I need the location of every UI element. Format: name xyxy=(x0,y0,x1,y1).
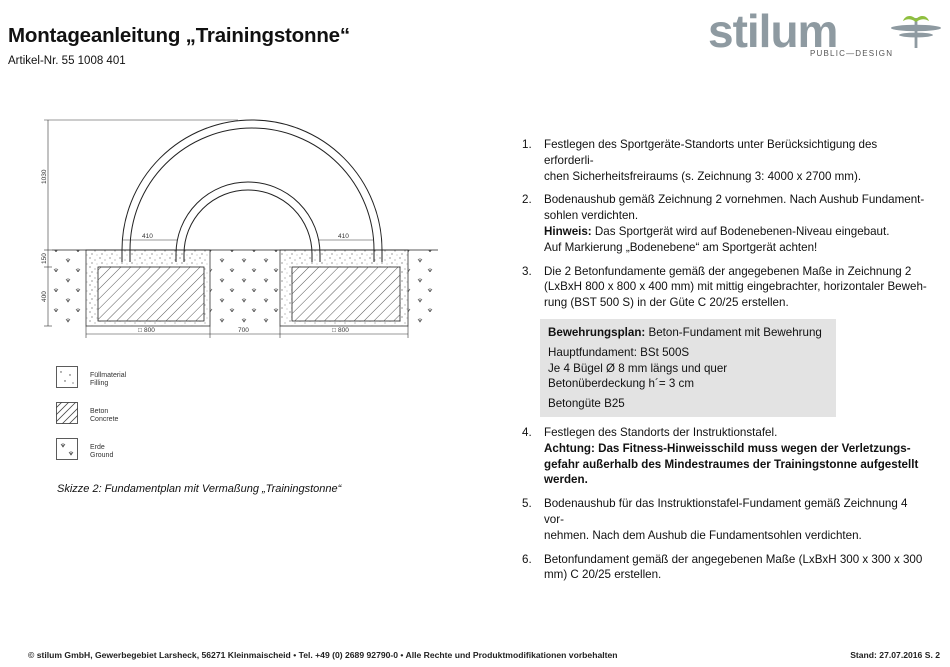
legend-filling-de: Füllmaterial xyxy=(90,372,127,379)
step-warning-line: gefahr außerhalb des Mindestraumes der Trainingstonne aufgestellt xyxy=(544,457,919,471)
dim-height-total: 1030 xyxy=(41,169,48,184)
step-text-line: Bodenaushub für das Instruktionstafel-Fundament gemäß Zeichnung 4 vor- xyxy=(544,497,908,526)
legend-ground-de: Erde xyxy=(90,444,105,451)
step-text-line: (LxBxH 800 x 800 x 400 mm) mit mittig eingebrachter, horizontaler Beweh- xyxy=(544,280,927,294)
step-text-line: Bodenaushub gemäß Zeichnung 2 vornehmen. Nach Aushub Fundament- xyxy=(544,193,925,207)
page-title: Montageanleitung „Trainingstonne“ xyxy=(8,24,350,47)
dim-height-upper: 150 xyxy=(41,253,48,264)
step-6 xyxy=(522,552,930,584)
drawing-caption: Skizze 2: Fundamentplan mit Vermaßung „Trainingstonne“ xyxy=(57,483,342,495)
foundation-drawing xyxy=(38,112,438,352)
step-4 xyxy=(522,425,930,488)
footer-date-page: Stand: 27.07.2016 S. 2 xyxy=(850,650,940,660)
step-warning-line: werden. xyxy=(544,473,588,487)
panel-line: Betongüte B25 xyxy=(548,397,625,411)
hint-label: Hinweis: xyxy=(544,224,592,238)
step-text-line: nehmen. Nach dem Aushub die Fundamentsohlen verdichten. xyxy=(544,528,862,542)
filling-swatch-icon xyxy=(56,366,78,388)
panel-line: Betonüberdeckung h´= 3 cm xyxy=(548,377,694,391)
legend-concrete-en: Concrete xyxy=(90,416,119,423)
step-text-line: Die 2 Betonfundamente gemäß der angegebenen Maße in Zeichnung 2 xyxy=(544,264,912,278)
step-number: 2. xyxy=(522,193,532,207)
drawing-legend xyxy=(56,366,216,474)
step-hint xyxy=(544,224,930,240)
hint-text: Das Sportgerät wird auf Bodenebenen-Niveau eingebaut. xyxy=(591,224,890,238)
step-text-line: sohlen verdichten. xyxy=(544,209,639,223)
stilum-logo-mark-icon xyxy=(890,14,942,50)
step-2 xyxy=(522,192,930,255)
dim-inner-left: 410 xyxy=(142,233,153,240)
dim-width-left: 800 xyxy=(144,327,155,334)
panel-line: Hauptfundament: BSt 500S xyxy=(548,345,690,359)
panel-line: Je 4 Bügel Ø 8 mm längs und quer xyxy=(548,361,728,375)
step-text-line: Festlegen des Standorts der Instruktionstafel. xyxy=(544,425,778,439)
panel-label: Bewehrungsplan: xyxy=(548,325,646,339)
step-5 xyxy=(522,496,930,543)
footer-imprint: © stilum GmbH, Gewerbegebiet Larsheck, 56271 Kleinmaischeid • Tel. +49 (0) 2689 92790-0 • Alle Rechte und Produktmodifikationen vorbehalten xyxy=(28,650,618,660)
logo-wordmark: stilum xyxy=(708,5,838,57)
dim-height-lower: 400 xyxy=(41,291,48,302)
legend-ground xyxy=(56,438,216,474)
dim-inner-right: 410 xyxy=(338,233,349,240)
reinforcement-panel xyxy=(540,319,836,417)
instruction-steps xyxy=(522,137,930,591)
step-warning-line: Achtung: Das Fitness-Hinweisschild muss wegen der Verletzungs- xyxy=(544,441,911,455)
panel-label-text: Beton-Fundament mit Bewehrung xyxy=(645,325,822,339)
step-number: 3. xyxy=(522,264,532,278)
legend-filling xyxy=(56,366,216,402)
step-number: 5. xyxy=(522,497,532,511)
panel-heading xyxy=(548,325,828,341)
legend-filling-en: Filling xyxy=(90,380,109,387)
legend-ground-en: Ground xyxy=(90,452,114,459)
step-1 xyxy=(522,137,930,184)
step-text-line: rung (BST 500 S) in der Güte C 20/25 erstellen. xyxy=(544,296,789,310)
ground-swatch-icon xyxy=(56,438,78,460)
step-number: 4. xyxy=(522,425,532,439)
legend-concrete-de: Beton xyxy=(90,408,109,415)
dim-width-right: 800 xyxy=(338,327,349,334)
svg-text:□: □ xyxy=(332,327,336,334)
stilum-logo xyxy=(708,5,944,62)
step-text-line: Betonfundament gemäß der angegebenen Maße (LxBxH 300 x 300 x 300 xyxy=(544,552,923,566)
step-number: 1. xyxy=(522,138,532,151)
concrete-swatch-icon xyxy=(56,402,78,424)
svg-text:□: □ xyxy=(138,327,142,334)
logo-subline: PUBLIC—DESIGN xyxy=(810,49,894,58)
step-number: 6. xyxy=(522,552,532,566)
step-text-line: Festlegen des Sportgeräte-Standorts unter Berücksichtigung des erforderli- xyxy=(544,138,878,167)
legend-concrete xyxy=(56,402,216,438)
step-text-line: chen Sicherheitsfreiraums (s. Zeichnung 3: 4000 x 2700 mm). xyxy=(544,169,862,183)
step-3 xyxy=(522,264,930,311)
step-hint-line2: Auf Markierung „Bodenebene“ am Sportgerät achten! xyxy=(544,240,818,254)
step-text-line: mm) C 20/25 erstellen. xyxy=(544,568,662,582)
dim-gap: 700 xyxy=(238,327,249,334)
article-number: Artikel-Nr. 55 1008 401 xyxy=(8,55,126,67)
